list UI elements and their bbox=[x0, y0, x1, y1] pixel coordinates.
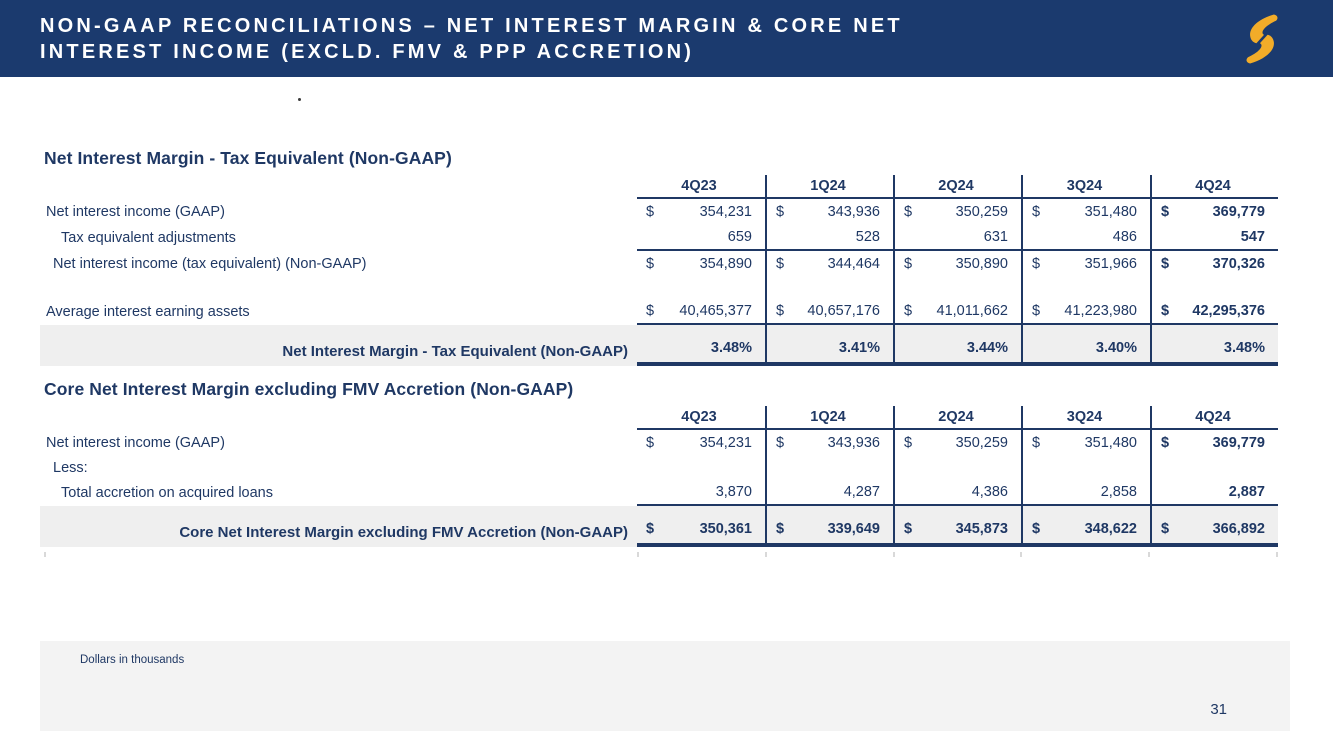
table-section-core-nim bbox=[40, 379, 1278, 547]
dollar-sign: $ bbox=[1032, 303, 1041, 319]
value-text: 350,361 bbox=[699, 521, 752, 537]
row-label: Average interest earning assets bbox=[46, 304, 250, 320]
value-text: 2,858 bbox=[1100, 484, 1137, 500]
slide-title-line2: INTEREST INCOME (EXCLD. FMV & PPP ACCRETION) bbox=[40, 40, 695, 63]
slide-title bbox=[0, 13, 903, 65]
column-header: 2Q24 bbox=[893, 406, 1021, 430]
value-text: 350,259 bbox=[955, 435, 1008, 451]
dollar-sign: $ bbox=[646, 256, 655, 272]
value-cell bbox=[1021, 430, 1150, 456]
value-text: 2,887 bbox=[1228, 484, 1265, 500]
value-text: 3.41% bbox=[838, 340, 880, 356]
value-cell bbox=[893, 225, 1021, 251]
value-text: 369,779 bbox=[1212, 204, 1265, 220]
ghost-mark bbox=[1020, 552, 1022, 557]
section-title: Core Net Interest Margin excluding FMV Accretion (Non-GAAP) bbox=[44, 379, 574, 399]
dollar-sign: $ bbox=[776, 256, 785, 272]
row-label: Less: bbox=[53, 460, 88, 476]
value-cell bbox=[765, 456, 893, 480]
table-row bbox=[40, 299, 1278, 325]
value-cell bbox=[1150, 480, 1278, 506]
dollar-sign: $ bbox=[1161, 435, 1170, 451]
dollar-sign: $ bbox=[646, 204, 655, 220]
column-header: 4Q24 bbox=[1150, 175, 1278, 199]
row-label: Net interest income (tax equivalent) (Non-GAAP) bbox=[53, 256, 367, 272]
dollar-sign: $ bbox=[646, 435, 655, 451]
value-text: 41,223,980 bbox=[1064, 303, 1137, 319]
value-text: 486 bbox=[1112, 229, 1137, 245]
table-row bbox=[40, 430, 1278, 456]
column-header: 4Q23 bbox=[637, 175, 765, 199]
value-text: 42,295,376 bbox=[1192, 303, 1265, 319]
value-text: 343,936 bbox=[827, 204, 880, 220]
value-cell bbox=[1021, 456, 1150, 480]
value-text: 350,890 bbox=[955, 256, 1008, 272]
row-label: Tax equivalent adjustments bbox=[61, 230, 236, 246]
value-text: 339,649 bbox=[827, 521, 880, 537]
value-cell bbox=[1021, 199, 1150, 225]
value-cell bbox=[1021, 299, 1150, 325]
table-row bbox=[40, 199, 1278, 225]
value-cell bbox=[637, 225, 765, 251]
value-cell bbox=[637, 480, 765, 506]
dollar-sign: $ bbox=[776, 204, 785, 220]
value-text: 351,480 bbox=[1084, 204, 1137, 220]
value-text: 3.48% bbox=[1223, 340, 1265, 356]
value-text: 351,480 bbox=[1084, 435, 1137, 451]
total-value-cell bbox=[1150, 325, 1278, 366]
nim-tax-equivalent-table bbox=[40, 175, 1278, 366]
dollar-sign: $ bbox=[1032, 521, 1041, 537]
dollar-sign: $ bbox=[776, 303, 785, 319]
dollar-sign: $ bbox=[904, 204, 913, 220]
table-row bbox=[40, 251, 1278, 277]
table-total-row bbox=[40, 506, 1278, 547]
value-text: 351,966 bbox=[1084, 256, 1137, 272]
value-text: 3.48% bbox=[710, 340, 752, 356]
value-cell bbox=[637, 299, 765, 325]
dollar-sign: $ bbox=[1161, 204, 1170, 220]
table-spacer-row bbox=[40, 277, 1278, 299]
value-text: 348,622 bbox=[1084, 521, 1137, 537]
dollar-sign: $ bbox=[776, 435, 785, 451]
row-label: Net interest income (GAAP) bbox=[46, 435, 225, 451]
value-cell bbox=[893, 277, 1021, 299]
company-logo-icon bbox=[1241, 12, 1283, 66]
value-cell bbox=[637, 277, 765, 299]
value-cell bbox=[637, 251, 765, 277]
table-section-nim-tax-equivalent bbox=[40, 148, 1278, 366]
ghost-mark bbox=[1276, 552, 1278, 557]
value-cell bbox=[637, 430, 765, 456]
value-cell bbox=[1021, 277, 1150, 299]
column-header: 1Q24 bbox=[765, 406, 893, 430]
dollar-sign: $ bbox=[1161, 521, 1170, 537]
total-label: Core Net Interest Margin excluding FMV Accretion (Non-GAAP) bbox=[179, 524, 628, 541]
total-value-cell bbox=[893, 325, 1021, 366]
column-header: 1Q24 bbox=[765, 175, 893, 199]
value-text: 345,873 bbox=[955, 521, 1008, 537]
value-cell bbox=[1021, 251, 1150, 277]
dollar-sign: $ bbox=[1161, 303, 1170, 319]
value-text: 3.40% bbox=[1095, 340, 1137, 356]
value-text: 4,287 bbox=[843, 484, 880, 500]
value-cell bbox=[1150, 299, 1278, 325]
column-header: 4Q23 bbox=[637, 406, 765, 430]
value-text: 354,231 bbox=[699, 204, 752, 220]
value-cell bbox=[765, 251, 893, 277]
value-text: 40,657,176 bbox=[807, 303, 880, 319]
value-text: 547 bbox=[1240, 229, 1265, 245]
section-title: Net Interest Margin - Tax Equivalent (Non-GAAP) bbox=[44, 148, 452, 168]
page-number: 31 bbox=[1210, 701, 1227, 718]
value-text: 370,326 bbox=[1212, 256, 1265, 272]
value-cell bbox=[765, 299, 893, 325]
value-text: 369,779 bbox=[1212, 435, 1265, 451]
dollar-sign: $ bbox=[1032, 204, 1041, 220]
total-value-cell bbox=[765, 506, 893, 547]
total-value-cell bbox=[765, 325, 893, 366]
value-text: 344,464 bbox=[827, 256, 880, 272]
table-row bbox=[40, 225, 1278, 251]
value-text: 366,892 bbox=[1212, 521, 1265, 537]
value-cell bbox=[1150, 430, 1278, 456]
dollar-sign: $ bbox=[1161, 256, 1170, 272]
column-header: 4Q24 bbox=[1150, 406, 1278, 430]
value-cell bbox=[893, 430, 1021, 456]
dollar-sign: $ bbox=[904, 521, 913, 537]
dollar-sign: $ bbox=[646, 521, 655, 537]
value-text: 631 bbox=[983, 229, 1008, 245]
value-text: 3,870 bbox=[715, 484, 752, 500]
table-header-row bbox=[40, 406, 1278, 430]
ghost-mark bbox=[637, 552, 639, 557]
row-label: Total accretion on acquired loans bbox=[61, 485, 273, 501]
footnote-dollars-in-thousands: Dollars in thousands bbox=[80, 654, 185, 666]
footer-panel bbox=[40, 641, 1290, 731]
value-cell bbox=[893, 456, 1021, 480]
dollar-sign: $ bbox=[904, 435, 913, 451]
value-text: 350,259 bbox=[955, 204, 1008, 220]
table-row bbox=[40, 480, 1278, 506]
core-nim-table bbox=[40, 406, 1278, 547]
ghost-mark bbox=[44, 552, 46, 557]
total-value-cell bbox=[1021, 325, 1150, 366]
value-text: 41,011,662 bbox=[936, 303, 1008, 319]
dollar-sign: $ bbox=[1032, 435, 1041, 451]
column-header: 3Q24 bbox=[1021, 175, 1150, 199]
table-header-row bbox=[40, 175, 1278, 199]
value-cell bbox=[765, 430, 893, 456]
value-cell bbox=[893, 480, 1021, 506]
dollar-sign: $ bbox=[646, 303, 655, 319]
title-banner bbox=[0, 0, 1333, 77]
column-header: 2Q24 bbox=[893, 175, 1021, 199]
dollar-sign: $ bbox=[776, 521, 785, 537]
total-label: Net Interest Margin - Tax Equivalent (Non-GAAP) bbox=[282, 343, 628, 360]
value-text: 3.44% bbox=[966, 340, 1008, 356]
value-cell bbox=[1150, 456, 1278, 480]
table-total-row bbox=[40, 325, 1278, 366]
value-text: 343,936 bbox=[827, 435, 880, 451]
ghost-mark bbox=[893, 552, 895, 557]
value-text: 4,386 bbox=[971, 484, 1008, 500]
dollar-sign: $ bbox=[1032, 256, 1041, 272]
header-spacer bbox=[40, 406, 637, 430]
value-text: 40,465,377 bbox=[679, 303, 752, 319]
value-cell bbox=[637, 199, 765, 225]
total-value-cell bbox=[1150, 506, 1278, 547]
column-header: 3Q24 bbox=[1021, 406, 1150, 430]
ghost-mark bbox=[765, 552, 767, 557]
table-row bbox=[40, 456, 1278, 480]
ghost-mark bbox=[1148, 552, 1150, 557]
slide-title-line1: NON-GAAP RECONCILIATIONS – NET INTEREST MARGIN & CORE NET bbox=[40, 14, 903, 37]
value-text: 659 bbox=[727, 229, 752, 245]
value-cell bbox=[765, 277, 893, 299]
dollar-sign: $ bbox=[904, 256, 913, 272]
value-cell bbox=[765, 480, 893, 506]
value-cell bbox=[893, 251, 1021, 277]
value-cell bbox=[1150, 277, 1278, 299]
value-text: 354,231 bbox=[699, 435, 752, 451]
row-label bbox=[40, 277, 637, 299]
value-cell bbox=[765, 199, 893, 225]
value-cell bbox=[893, 199, 1021, 225]
total-value-cell bbox=[637, 506, 765, 547]
value-cell bbox=[765, 225, 893, 251]
value-cell bbox=[1021, 225, 1150, 251]
header-spacer bbox=[40, 175, 637, 199]
total-value-cell bbox=[637, 325, 765, 366]
value-cell bbox=[1150, 225, 1278, 251]
dollar-sign: $ bbox=[904, 303, 913, 319]
value-text: 354,890 bbox=[699, 256, 752, 272]
value-cell bbox=[1150, 199, 1278, 225]
value-cell bbox=[1150, 251, 1278, 277]
stray-dot-artifact bbox=[298, 98, 301, 101]
row-label: Net interest income (GAAP) bbox=[46, 204, 225, 220]
value-cell bbox=[893, 299, 1021, 325]
total-value-cell bbox=[1021, 506, 1150, 547]
value-cell bbox=[1021, 480, 1150, 506]
value-cell bbox=[637, 456, 765, 480]
total-value-cell bbox=[893, 506, 1021, 547]
value-text: 528 bbox=[855, 229, 880, 245]
